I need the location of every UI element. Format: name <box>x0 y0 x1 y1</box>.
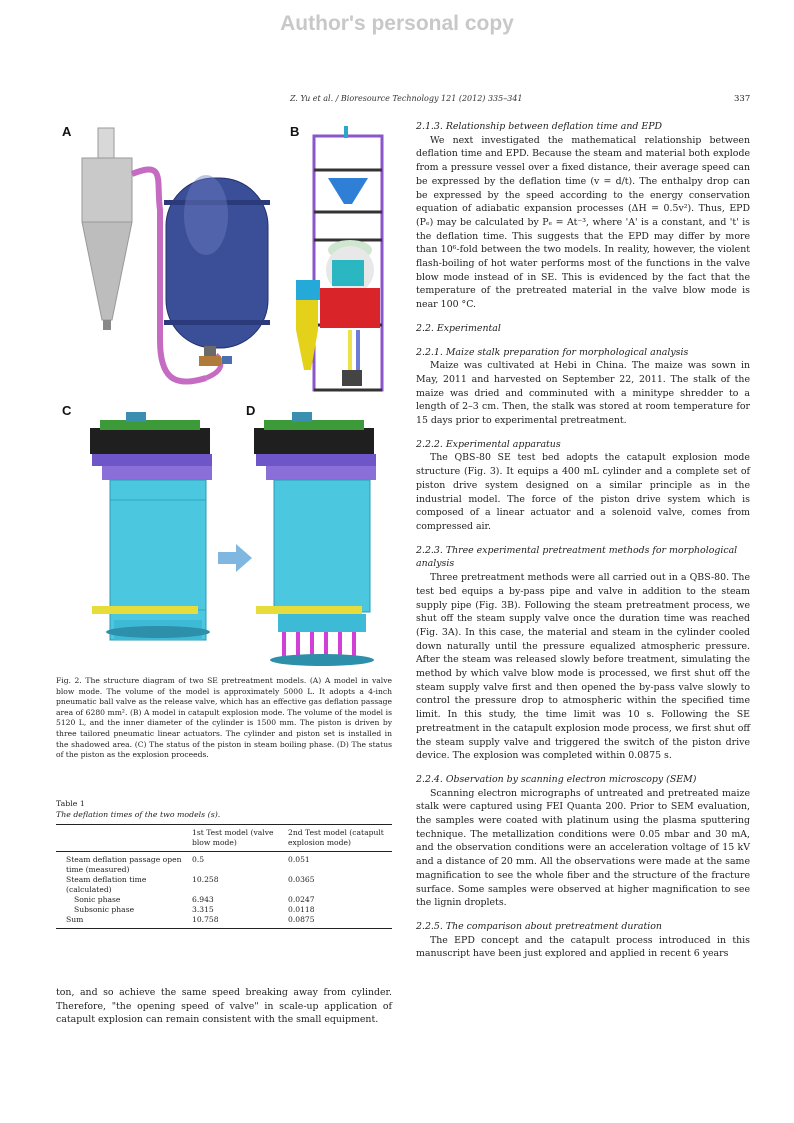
table-cell: 0.0247 <box>288 895 315 904</box>
table-row <box>56 875 392 895</box>
right-column <box>416 120 750 961</box>
table-row-label: Sonic phase <box>74 895 121 904</box>
table-cell: 0.0118 <box>288 905 315 914</box>
section-2-2-heading: 2.2. Experimental <box>416 322 501 334</box>
figure-2 <box>56 120 392 670</box>
table-subtitle: The deflation times of the two models (s). <box>56 810 221 819</box>
table-row-label: Steam deflation passage open time (measured) <box>66 855 182 874</box>
table-cell: 10.758 <box>192 915 219 924</box>
panel-d-drawing <box>254 412 376 666</box>
table-cell: 0.0875 <box>288 915 315 924</box>
watermark: Author's personal copy <box>280 12 514 35</box>
table-title: Table 1 <box>56 799 85 808</box>
arrow-icon <box>218 544 252 572</box>
section-2-2-1-text: Maize was cultivated at Hebi in China. The maize was sown in May, 2011 and harvested on September 22, 2011. The stalk of the maize was dried and comminuted with a minitype shredder to a length of 2–3 cm. Then, the stalk was stored at room temperature for 15 days prior to experimental pretreatment. <box>416 360 750 427</box>
figure-2-drawing <box>56 120 392 670</box>
section-2-2-4-heading: 2.2.4. Observation by scanning electron microscopy (SEM) <box>416 773 697 785</box>
table-row <box>56 905 392 915</box>
table-row-label: Subsonic phase <box>74 905 135 914</box>
section-2-2-1-heading: 2.2.1. Maize stalk preparation for morphological analysis <box>416 346 689 358</box>
panel-label-b: B <box>290 124 300 139</box>
table-cell: 6.943 <box>192 895 214 904</box>
table-row <box>56 895 392 905</box>
table-row-label: Steam deflation time (calculated) <box>66 875 147 894</box>
section-2-2-5-text: The EPD concept and the catapult process introduced in this manuscript have been just explored and applied in recent 6 years <box>416 934 750 960</box>
table-cell: 0.051 <box>288 855 310 864</box>
section-2-1-3-text: We next investigated the mathematical relationship between deflation time and EPD. Because the steam and material both explode from a pressure vessel over a fixed distance, their average speed can be expressed by the deflation time (v = d/t). The enthalpy drop can be expressed by the speed according to the energy conservation equation of adiabatic expansion processes (ΔH = 0.5v²). Thus, EPD (Pₑ) may be calculated by Pₑ = At⁻³, where 'A' is a constant, and 't' is the deflation time. This suggests that the EPD may differ by more than 10⁶-fold between the two models. In reality, however, the violent flash-boiling of hot water performs most of the functions in the valve blow mode instead of in SE. This is evidenced by the fact that the temperature of the pretreated material in the valve blow mode is near 100 °C. <box>416 134 750 311</box>
section-2-2-5-heading: 2.2.5. The comparison about pretreatment duration <box>416 920 662 932</box>
table-col1-header: 1st Test model (valve blow mode) <box>192 828 274 847</box>
table-1 <box>56 798 392 929</box>
panel-b-drawing <box>296 126 382 390</box>
section-2-2-4-text: Scanning electron micrographs of untreated and pretreated maize stalk were captured using FEI Quanta 200. Prior to SEM evaluation, the samples were coated with platinum using the plasma sputtering technique. The metallization conditions were 0.05 mbar and 30 mA, and the observation conditions were an acceleration voltage of 15 kV and a distance of 20 mm. All the observations were made at the same magnification to see the whole fiber and the structure of the fracture surface. Some samples were observed at higher magnification to see the lignin droplets. <box>416 787 750 909</box>
panel-c-drawing <box>90 412 212 640</box>
table-cell: 0.5 <box>192 855 205 864</box>
table-cell: 0.0365 <box>288 875 315 884</box>
section-2-1-3-heading: 2.1.3. Relationship between deflation time and EPD <box>416 121 663 132</box>
panel-label-c: C <box>62 403 72 418</box>
section-2-2-2-text: The QBS-80 SE test bed adopts the catapult explosion mode structure (Fig. 3). It equips a 400 mL cylinder and a complete set of piston drive system designed on a similar principle as in the industrial model. The force of the piston drive system which is composed of a linear actuator and a solenoid valve, comes from compressed air. <box>416 452 750 532</box>
left-bottom-paragraph: ton, and so achieve the same speed breaking away from cylinder. Therefore, "the opening speed of valve" in scale-up application of catapult explosion can remain consistent with the small equipment. <box>56 987 392 1026</box>
section-2-2-3-text: Three pretreatment methods were all carried out in a QBS-80. The test bed equips a by-pass pipe and valve in addition to the steam supply pipe (Fig. 3B). Following the steam pretreatment process, we shut off the steam supply valve once the duration time was reached (Fig. 3A). In this case, the material and steam in the cylinder cooled down naturally until the pressure equalized atmospheric pressure. After the steam was released slowly before treatment, simulating the method by which valve blow mode is processed, we first shut off the steam supply valve first and then opened the by-pass valve slowly to control the pressure drop to atmospheric within the specified time limit. In this study, the time limit was 10 s. Following the SE pretreatment in the catapult explosion mode process, we first shut off the steam supply valve and triggered the switch of the piston drive device. The explosion was completed within 0.0875 s. <box>416 572 750 762</box>
panel-label-d: D <box>246 403 256 418</box>
table-cell: 10.258 <box>192 875 219 884</box>
panel-a-drawing <box>82 128 270 382</box>
table-col2-header: 2nd Test model (catapult explosion mode) <box>288 828 384 847</box>
table-grid <box>56 824 392 929</box>
section-2-2-2-heading: 2.2.2. Experimental apparatus <box>416 438 561 450</box>
table-row-label: Sum <box>66 915 84 924</box>
table-row <box>56 915 392 929</box>
table-cell: 3.315 <box>192 905 214 914</box>
table-row <box>56 852 392 876</box>
section-2-2-3-heading: 2.2.3. Three experimental pretreatment methods for morphological analysis <box>416 544 738 570</box>
figure-caption: Fig. 2. The structure diagram of two SE pretreatment models. (A) A model in valve blow mode. The volume of the model is approximately 5000 L. It adopts a 4-inch pneumatic ball valve as the release valve, which has an effective gas deflation passage area of 6280 mm². (B) A model in catapult explosion mode. The volume of the model is 5120 L, and the inner diameter of the cylinder is 1500 mm. The piston is driven by three tailored pneumatic linear actuators. The cylinder and piston set is installed in the shadowed area. (C) The status of the piston in steam boiling phase. (D) The status of the piston as the explosion proceeds. <box>56 676 392 760</box>
page-number: 337 <box>734 94 751 104</box>
panel-label-a: A <box>62 124 72 139</box>
running-head: Z. Yu et al. / Bioresource Technology 121 (2012) 335–341 <box>290 94 523 103</box>
